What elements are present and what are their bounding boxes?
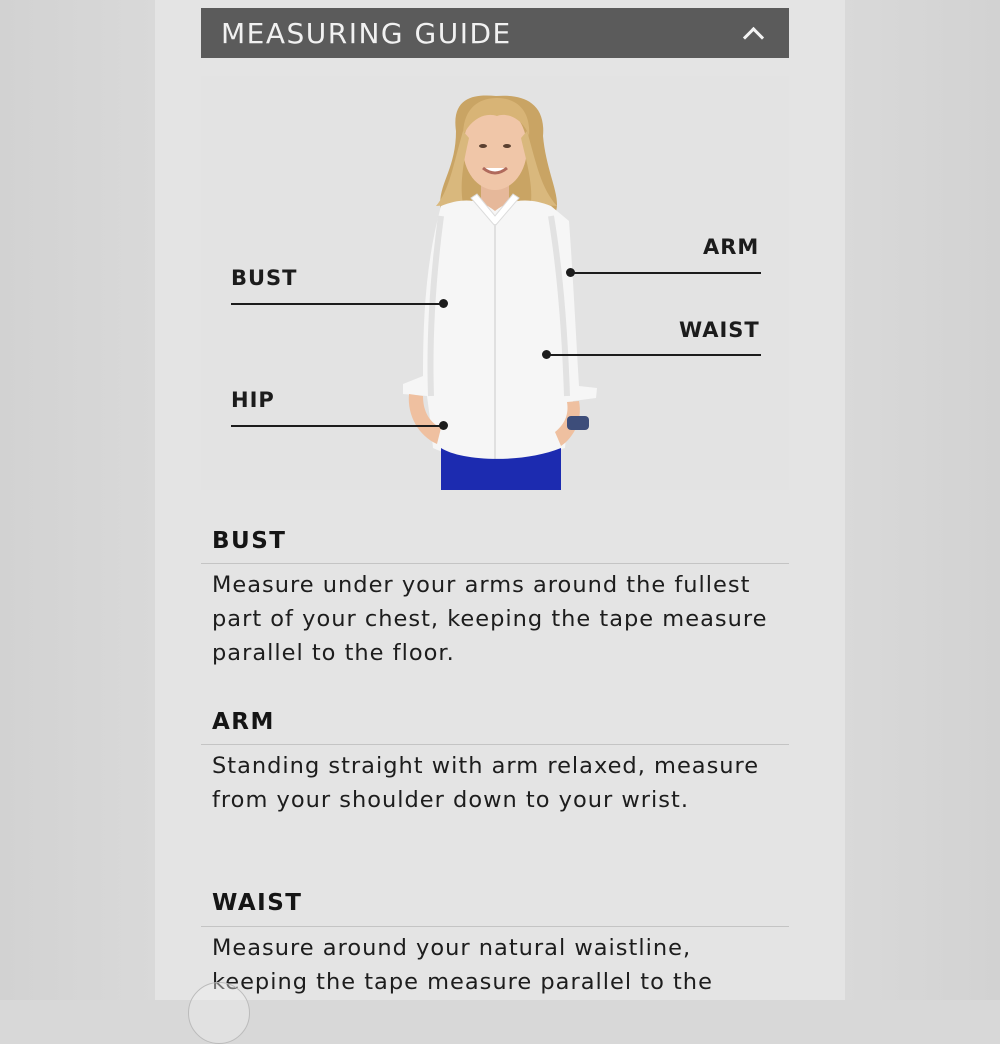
- section-title-bust: BUST: [212, 528, 287, 554]
- section-title-waist: WAIST: [212, 890, 303, 916]
- section-divider: [201, 563, 789, 564]
- accordion-header[interactable]: [201, 8, 789, 58]
- arm-pointer-dot: [566, 268, 575, 277]
- model-eye-left: [479, 144, 487, 148]
- figure-label-arm: ARM: [703, 235, 760, 259]
- background-left: [0, 0, 155, 1000]
- accordion-title: MEASURING GUIDE: [221, 16, 512, 50]
- figure-label-waist: WAIST: [679, 318, 760, 342]
- waist-pointer-line: [547, 354, 761, 356]
- model-bracelet: [567, 416, 589, 430]
- section-body-waist: Measure around your natural waistline, keeping the tape measure parallel to the: [212, 935, 713, 995]
- figure-label-bust: BUST: [231, 266, 298, 290]
- scroll-to-top-button[interactable]: [188, 982, 250, 1044]
- section-body-arm: Standing straight with arm relaxed, measure from your shoulder down to your wrist.: [212, 753, 760, 813]
- hip-pointer-dot: [439, 421, 448, 430]
- bust-pointer-dot: [439, 299, 448, 308]
- figure-label-hip: HIP: [231, 388, 275, 412]
- model-eye-right: [503, 144, 511, 148]
- section-body-bust: Measure under your arms around the fullest part of your chest, keeping the tape measure parallel to the floor.: [212, 572, 768, 666]
- bust-pointer-line: [231, 303, 443, 305]
- chevron-up-icon[interactable]: [743, 26, 764, 47]
- measuring-guide-panel: [155, 0, 845, 1000]
- hip-pointer-line: [231, 425, 443, 427]
- section-title-arm: ARM: [212, 709, 275, 735]
- section-divider: [201, 926, 789, 927]
- model-smile: [483, 168, 507, 173]
- background-right: [845, 0, 1000, 1000]
- measurement-figure: [201, 76, 789, 490]
- arm-pointer-line: [571, 272, 761, 274]
- section-divider: [201, 744, 789, 745]
- waist-pointer-dot: [542, 350, 551, 359]
